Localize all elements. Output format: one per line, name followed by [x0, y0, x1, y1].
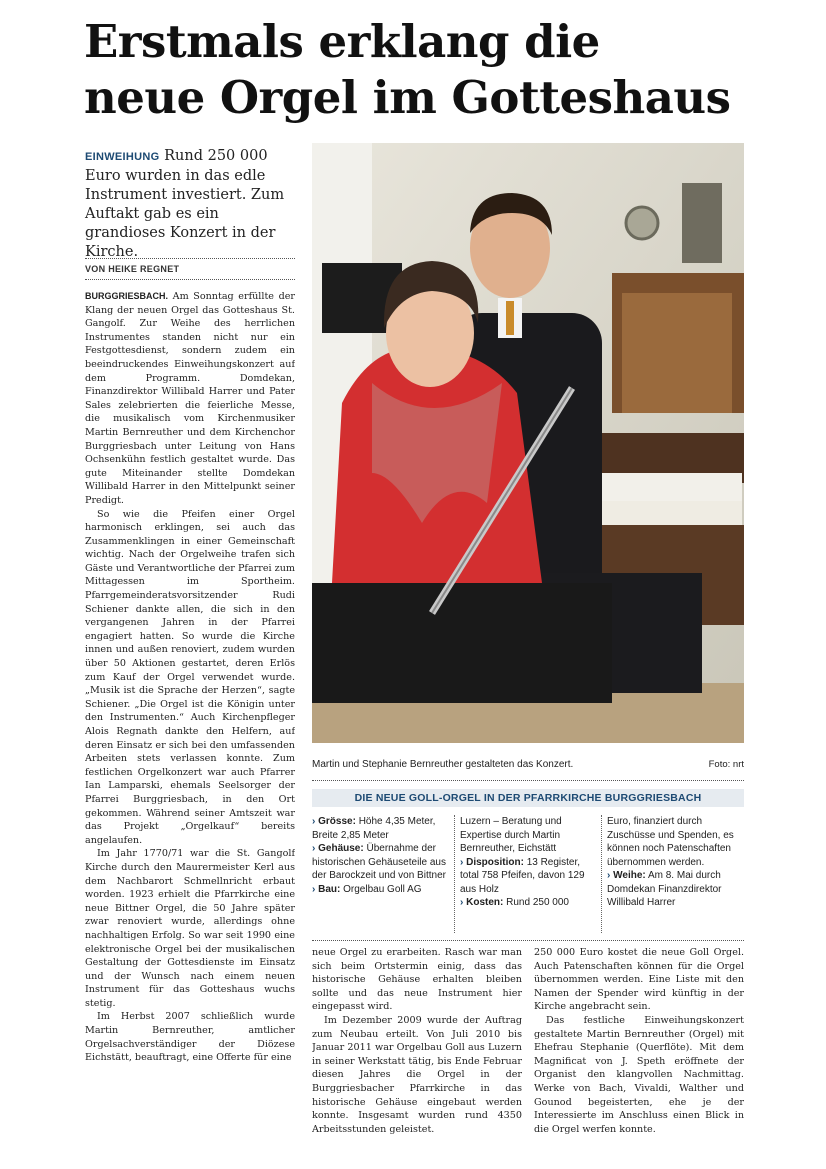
- lead-text: Rund 250 000 Euro wurden in das edle Instrument investiert. Zum Auftakt gab es ein grandioses Konzert in der Kirche.: [85, 148, 285, 260]
- headline-line-2: neue Orgel im Gotteshaus: [84, 71, 731, 124]
- divider: [85, 279, 295, 280]
- paragraph: Im Herbst 2007 schließlich wurde Martin Bernreuther, amtlicher Orgelsachverständiger der Diözese Eichstätt, beauftragt, eine Offerte für eine: [85, 1011, 295, 1064]
- paragraph: neue Orgel zu erarbeiten. Rasch war man sich beim Ortstermin einig, dass das historische Gehäuse erhalten bleiben sollte und das neue Instrument hier eingepasst wird.: [312, 947, 522, 1013]
- infobox-title: DIE NEUE GOLL-ORGEL IN DER PFARRKIRCHE BURGGRIESBACH: [312, 789, 744, 807]
- byline: VON HEIKE REGNET: [85, 264, 180, 274]
- photo-credit: Foto: nrt: [708, 759, 744, 770]
- paragraph: So wie die Pfeifen einer Orgel harmonisch erklingen, sei auch das Zusammenklingen in einer Gemeinschaft wichtig. Nach der Orgelweihe trafen sich Gäste und Verantwortliche der Pfarrei zum Mittagessen im Sportheim. Pfarrgemeinderatsvorsitzender Rudi Schiener dankte allen, die sich in den vergangenen Jahren in der Pfarrei engagiert hatten. So wurde die Kirche innen und außen renoviert, zudem wurden über 50 Aktionen gestartet, deren Erlös zum Kauf der Orgel verwendet wurde. „Musik ist die Sprache der Herzen“, sagte Schiener. „Die Orgel ist die Königin unter den Instrumenten.“ Auch Kirchenpfleger Alois Regnath dankte den Helfern, auf deren Einsatz er sich bei den umfassenden Arbeiten stets verlassen konnte. Zum festlichen Orgelkonzert war auch Pfarrer Ian Lamparski, ehemals Seelsorger der Pfarrei Burggriesbach, in den Ort gekommen. Während seiner Amtszeit war das Projekt „Orgelkauf“ bereits angelaufen.: [85, 508, 295, 846]
- arrow-icon: ›: [312, 816, 316, 827]
- article-lead: [85, 147, 295, 262]
- arrow-icon: ›: [312, 843, 316, 854]
- divider: [85, 258, 295, 259]
- info-text: Euro, finanziert durch Zuschüsse und Spenden, es können noch Patenschaften übernommen werden.: [607, 816, 734, 868]
- column-separator: [601, 815, 602, 933]
- photo-caption: [312, 759, 744, 770]
- headline-line-1: Erstmals erklang die: [84, 15, 600, 68]
- infobox-column-3: [607, 815, 744, 910]
- paragraph: Das festliche Einweihungskonzert gestaltete Martin Bernreuther (Orgel) mit Ehefrau Stephanie (Querflöte). Mit dem Magnificat von J. Speth eröffnete der Organist den klangvollen Nachmittag. Werke von Bach, Vivaldi, Walther und Gounod begeisterten, ehe je der Interessierte im Anschluss einen Blick in die Orgel werfen konnte.: [534, 1014, 744, 1135]
- arrow-icon: ›: [460, 856, 464, 868]
- info-item: › Gehäuse: Übernahme der historischen Gehäuseteile aus der Barockzeit und von Bittner: [312, 843, 446, 881]
- info-item: › Bau: Orgelbau Goll AG: [312, 883, 422, 895]
- paragraph: BURGGRIESBACH. Am Sonntag erfüllte der Klang der neuen Orgel das Gotteshaus St. Gangolf. Zur Weihe des herrlichen Instrumentes standen nicht nur ein Festgottesdienst, sondern zudem ein beeindruckendes Einweihungskonzert auf dem Programm. Domdekan, Finanzdirektor Willibald Harrer und Pater Sales zelebrierten die feierliche Messe, die musikalisch vom Kirchenmusiker Martin Bernreuther und dem Kirchenchor Burggriesbach unter Leitung von Hans Ochsenkühn festlich gestaltet wurde. Das gute Miteinander stellte Domdekan Willibald Harrer in den Mittelpunkt seiner Predigt.: [85, 291, 295, 506]
- arrow-icon: ›: [460, 897, 464, 908]
- caption-text: Martin und Stephanie Bernreuther gestalteten das Konzert.: [312, 759, 574, 770]
- paragraph: 250 000 Euro kostet die neue Goll Orgel. Auch Patenschaften können für die Orgel übernommen werden. Eine Liste mit den Namen der Spender wird künftig in der Kirche angebracht sein.: [534, 947, 744, 1013]
- article-body-column-2: [312, 946, 522, 1161]
- photo-image: [312, 143, 744, 743]
- info-item: › Weihe: Am 8. Mai durch Domdekan Finanzdirektor Willibald Harrer: [607, 870, 722, 908]
- infobox-column-2: [460, 815, 598, 910]
- article-body-column-1: [85, 290, 295, 1160]
- infobox-column-1: [312, 815, 452, 896]
- lead-kicker: EINWEIHUNG: [85, 151, 160, 163]
- article-headline: [84, 14, 784, 126]
- divider: [312, 780, 744, 781]
- info-text: Luzern – Beratung und Expertise durch Martin Bernreuther, Eichstätt: [460, 816, 562, 854]
- paragraph: Im Jahr 1770/71 war die St. Gangolf Kirche durch den Maurermeister Kerl aus dem Nachbarort Schmellnricht erbaut worden. 1923 erhielt die Pfarrkirche eine neue Bittner Orgel, die 50 Jahre später zwar renoviert wurde, allerdings ohne nachhaltigen Erfolg. So war seit 1990 eine elektronische Orgel bei der musikalischen Gestaltung der Gottesdienste im Einsatz und der Wunsch nach einem neuen Instrument für das Gotteshaus wuchs stetig.: [85, 848, 295, 1009]
- arrow-icon: ›: [607, 870, 611, 881]
- article-photo: [312, 143, 744, 743]
- info-item: › Grösse: Höhe 4,35 Meter, Breite 2,85 Meter: [312, 816, 436, 841]
- paragraph: Im Dezember 2009 wurde der Auftrag zum Neubau erteilt. Von Juli 2010 bis Januar 2011 war Orgelbau Goll aus Luzern in seiner Werkstatt tätig, bis Ende Februar diesen Jahres die Orgel in der Burggriesbacher Pfarrkirche in das historische Gehäuse eingebaut werden konnte. Insgesamt wurden rund 4350 Arbeitsstunden geleistet.: [312, 1014, 522, 1135]
- dateline: BURGGRIESBACH.: [85, 291, 169, 301]
- info-item: › Kosten: Rund 250 000: [460, 897, 569, 908]
- divider: [312, 940, 744, 941]
- info-item: › Disposition: 13 Register, total 758 Pfeifen, davon 129 aus Holz: [460, 856, 585, 895]
- article-body-column-3: [534, 946, 744, 1161]
- arrow-icon: ›: [312, 883, 316, 895]
- column-separator: [454, 815, 455, 933]
